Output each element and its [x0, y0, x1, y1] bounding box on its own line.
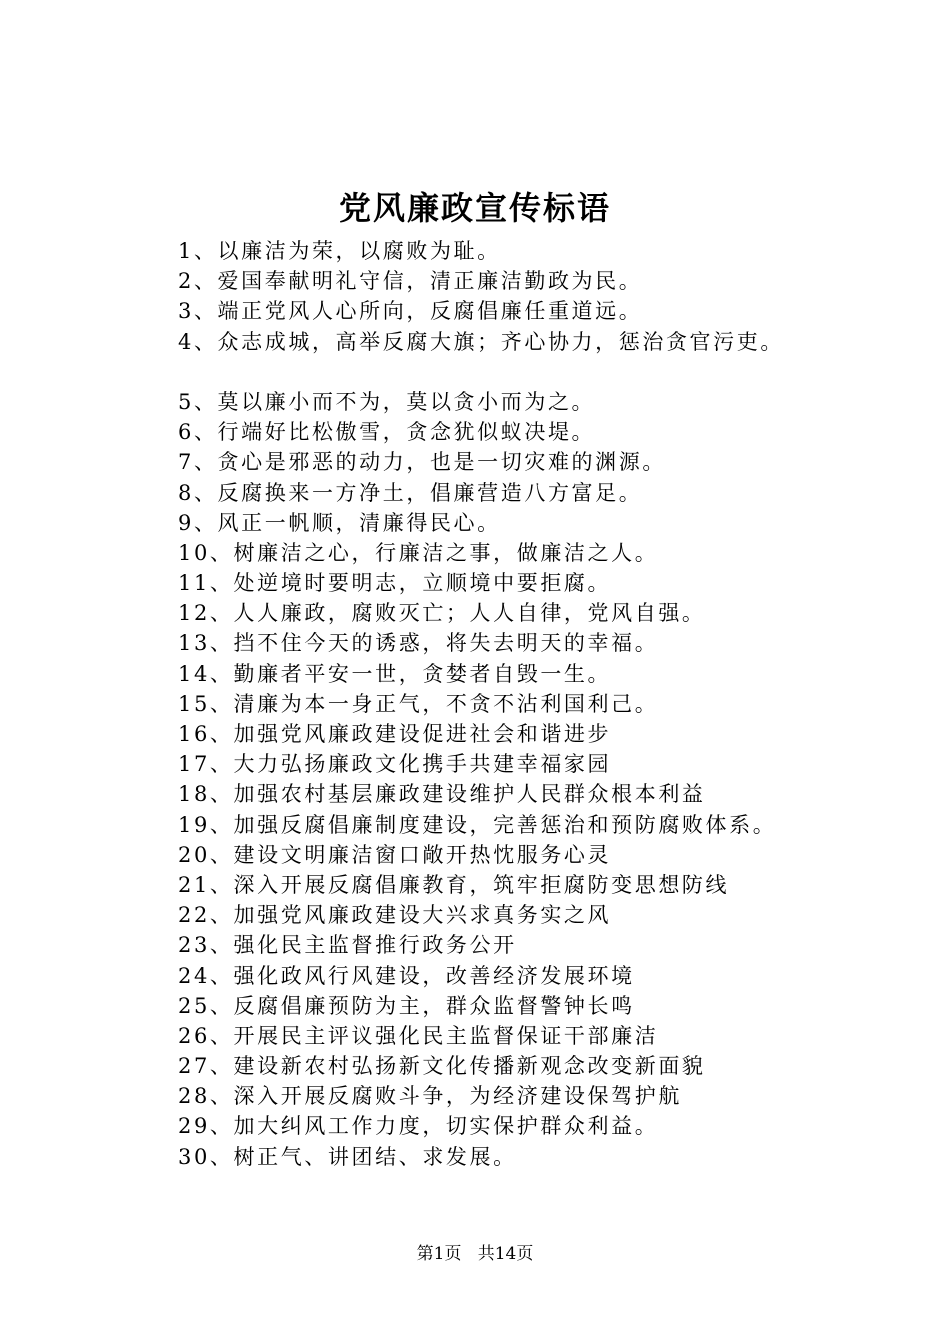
slogan-item: 24、强化政风行风建设，改善经济发展环境 — [178, 963, 635, 988]
slogan-item: 1、以廉洁为荣，以腐败为耻。 — [178, 239, 501, 263]
slogan-item: 25、反腐倡廉预防为主，群众监督警钟长鸣 — [178, 993, 635, 1018]
slogan-item: 5、莫以廉小而不为，莫以贪小而为之。 — [178, 389, 596, 414]
slogan-item: 21、深入开展反腐倡廉教育，筑牢拒腐防变思想防线 — [178, 872, 730, 897]
slogan-item: 17、大力弘扬廉政文化携手共建幸福家园 — [178, 752, 612, 777]
slogan-item: 29、加大纠风工作力度，切实保护群众利益。 — [178, 1114, 659, 1139]
slogan-item: 4、众志成城，高举反腐大旗；齐心协力，惩治贪官污吏。 — [178, 329, 784, 354]
slogan-item: 11、处逆境时要明志，立顺境中要拒腐。 — [178, 571, 612, 596]
slogan-item: 20、建设文明廉洁窗口敞开热忱服务心灵 — [178, 842, 612, 867]
slogan-item: 13、挡不住今天的诱惑，将失去明天的幸福。 — [178, 631, 659, 656]
slogan-item: 22、加强党风廉政建设大兴求真务实之风 — [178, 903, 612, 928]
slogan-item: 8、反腐换来一方净土，倡廉营造八方富足。 — [178, 480, 643, 505]
page-number-current: 第1页 — [416, 1244, 462, 1264]
slogan-item: 14、勤廉者平安一世，贪婪者自毁一生。 — [178, 661, 612, 686]
slogan-item: 3、端正党风人心所向，反腐倡廉任重道远。 — [178, 299, 643, 324]
document-title: 党风廉政宣传标语 — [338, 189, 611, 227]
slogan-item: 27、建设新农村弘扬新文化传播新观念改变新面貌 — [178, 1054, 706, 1079]
slogan-item: 28、深入开展反腐败斗争，为经济建设保驾护航 — [178, 1084, 682, 1109]
slogan-item: 26、开展民主评议强化民主监督保证干部廉洁 — [178, 1023, 659, 1048]
page-footer — [0, 1240, 950, 1268]
slogan-item: 18、加强农村基层廉政建设维护人民群众根本利益 — [178, 782, 706, 807]
slogan-item: 19、加强反腐倡廉制度建设，完善惩治和预防腐败体系。 — [178, 812, 777, 837]
slogan-item: 10、树廉洁之心，行廉洁之事，做廉洁之人。 — [178, 540, 659, 565]
slogan-item: 15、清廉为本一身正气，不贪不沾利国利己。 — [178, 691, 659, 716]
slogan-item: 12、人人廉政，腐败灭亡；人人自律，党风自强。 — [178, 601, 706, 626]
slogan-item: 16、加强党风廉政建设促进社会和谐进步 — [178, 722, 612, 746]
slogan-item: 30、树正气、讲团结、求发展。 — [178, 1144, 517, 1169]
slogan-item: 2、爱国奉献明礼守信，清正廉洁勤政为民。 — [178, 269, 643, 294]
slogan-list — [178, 236, 938, 1172]
page-number-total: 共14页 — [477, 1244, 534, 1264]
slogan-item: 9、风正一帆顺，清廉得民心。 — [178, 510, 501, 535]
slogan-item: 23、强化民主监督推行政务公开 — [178, 933, 517, 958]
slogan-item: 6、行端好比松傲雪，贪念犹似蚁决堤。 — [178, 420, 596, 445]
slogan-item: 7、贪心是邪恶的动力，也是一切灾难的渊源。 — [178, 450, 666, 475]
